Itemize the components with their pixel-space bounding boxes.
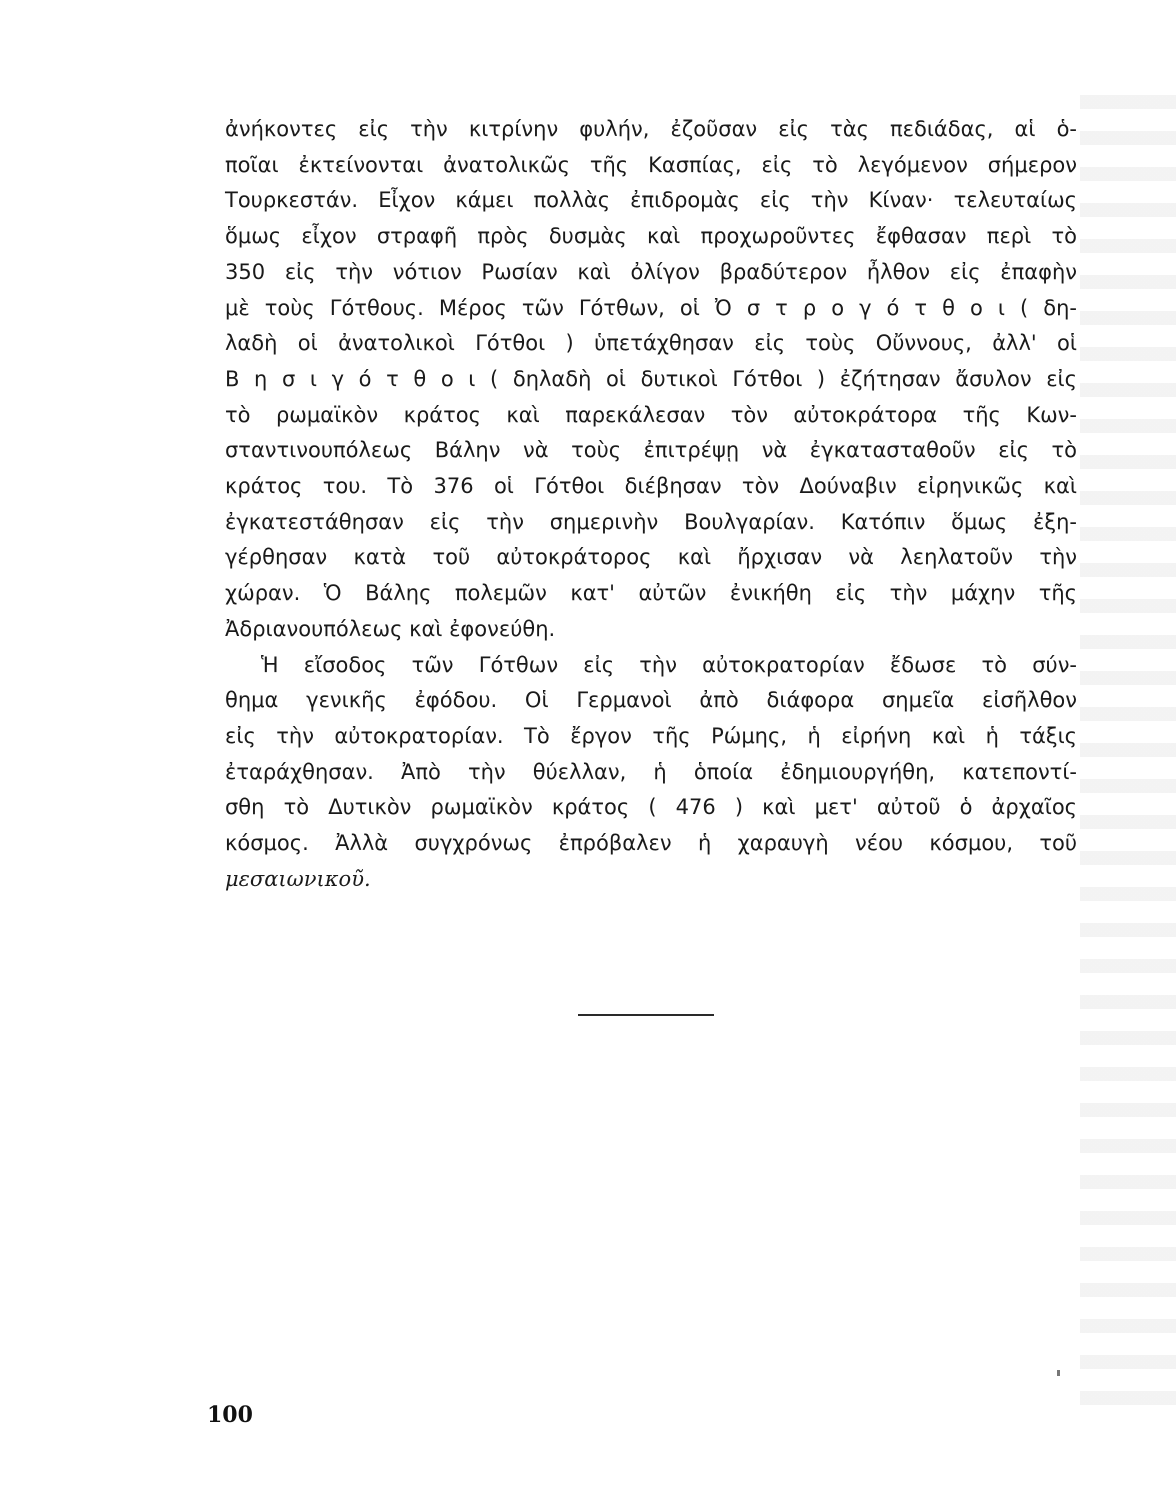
text-line: σταντινουπόλεως Βάλην νὰ τοὺς ἐπιτρέψῃ νὰ ἐγκατασταθοῦν εἰς τὸ [225,438,1077,463]
text-line: ποῖαι ἐκτείνονται ἀνατολικῶς τῆς Κασπίας, εἰς τὸ λεγόμενον σήμερον [225,152,1077,177]
text-line: ἐταράχθησαν. Ἀπὸ τὴν θύελλαν, ἡ ὁποία ἐδημιουργήθη, κατεποντί- [225,759,1077,784]
text-line: μεσαιωνικοῦ. [225,866,371,891]
text-line: λαδὴ οἱ ἀνατολικοὶ Γότθοι ) ὑπετάχθησαν εἰς τοὺς Οὔννους, ἀλλ' οἱ [225,331,1077,356]
show-through-right-margin [1080,95,1176,1415]
text-line: κόσμος. Ἀλλὰ συγχρόνως ἐπρόβαλεν ἡ χαραυγὴ νέου κόσμου, τοῦ [225,831,1077,856]
text-line: τὸ ρωμαϊκὸν κράτος καὶ παρεκάλεσαν τὸν αὐτοκράτορα τῆς Κων- [225,402,1077,427]
text-line: θημα γενικῆς ἐφόδου. Οἱ Γερμανοὶ ἀπὸ διάφορα σημεῖα εἰσῆλθον [225,688,1077,713]
text-line: ὅμως εἶχον στραφῆ πρὸς δυσμὰς καὶ προχωροῦντες ἔφθασαν περὶ τὸ [225,224,1077,249]
text-line: γέρθησαν κατὰ τοῦ αὐτοκράτορος καὶ ἤρχισαν νὰ λεηλατοῦν τὴν [225,545,1077,570]
text-line: κράτος του. Τὸ 376 οἱ Γότθοι διέβησαν τὸν Δούναβιν εἰρηνικῶς καὶ [225,474,1077,499]
text-line: εἰς τὴν αὐτοκρατορίαν. Τὸ ἔργον τῆς Ρώμης, ἡ εἰρήνη καὶ ἡ τάξις [225,723,1077,748]
text-line: ἐγκατεστάθησαν εἰς τὴν σημερινὴν Βουλγαρίαν. Κατόπιν ὅμως ἐξη- [225,509,1077,534]
text-line: χώραν. Ὁ Βάλης πολεμῶν κατ' αὐτῶν ἐνικήθη εἰς τὴν μάχην τῆς [225,581,1077,606]
text-line: σθη τὸ Δυτικὸν ρωμαϊκὸν κράτος ( 476 ) καὶ μετ' αὐτοῦ ὁ ἀρχαῖος [225,795,1077,820]
text-line: Β η σ ι γ ό τ θ ο ι ( δηλαδὴ οἱ δυτικοὶ Γότθοι ) ἐζήτησαν ἄσυλον εἰς [225,366,1077,391]
print-speck [1057,1370,1060,1376]
text-line: Τουρκεστάν. Εἶχον κάμει πολλὰς ἐπιδρομὰς εἰς τὴν Κίναν· τελευταίως [225,188,1077,213]
text-line: 350 εἰς τὴν νότιον Ρωσίαν καὶ ὀλίγον βραδύτερον ἦλθον εἰς ἐπαφὴν [225,259,1077,284]
text-line: μὲ τοὺς Γότθους. Μέρος τῶν Γότθων, οἱ Ὀ σ τ ρ ο γ ό τ θ ο ι ( δη- [225,295,1077,320]
body-text [225,112,1077,897]
text-line: Ἡ εἴσοδος τῶν Γότθων εἰς τὴν αὐτοκρατορίαν ἔδωσε τὸ σύν- [261,652,1077,677]
text-line: Ἀδριανουπόλεως καὶ ἐφονεύθη. [225,616,556,641]
section-divider [578,1014,714,1016]
text-line: ἀνήκοντες εἰς τὴν κιτρίνην φυλήν, ἐζοῦσαν εἰς τὰς πεδιάδας, αἱ ὁ- [225,117,1077,141]
page-number: 100 [207,1402,253,1428]
